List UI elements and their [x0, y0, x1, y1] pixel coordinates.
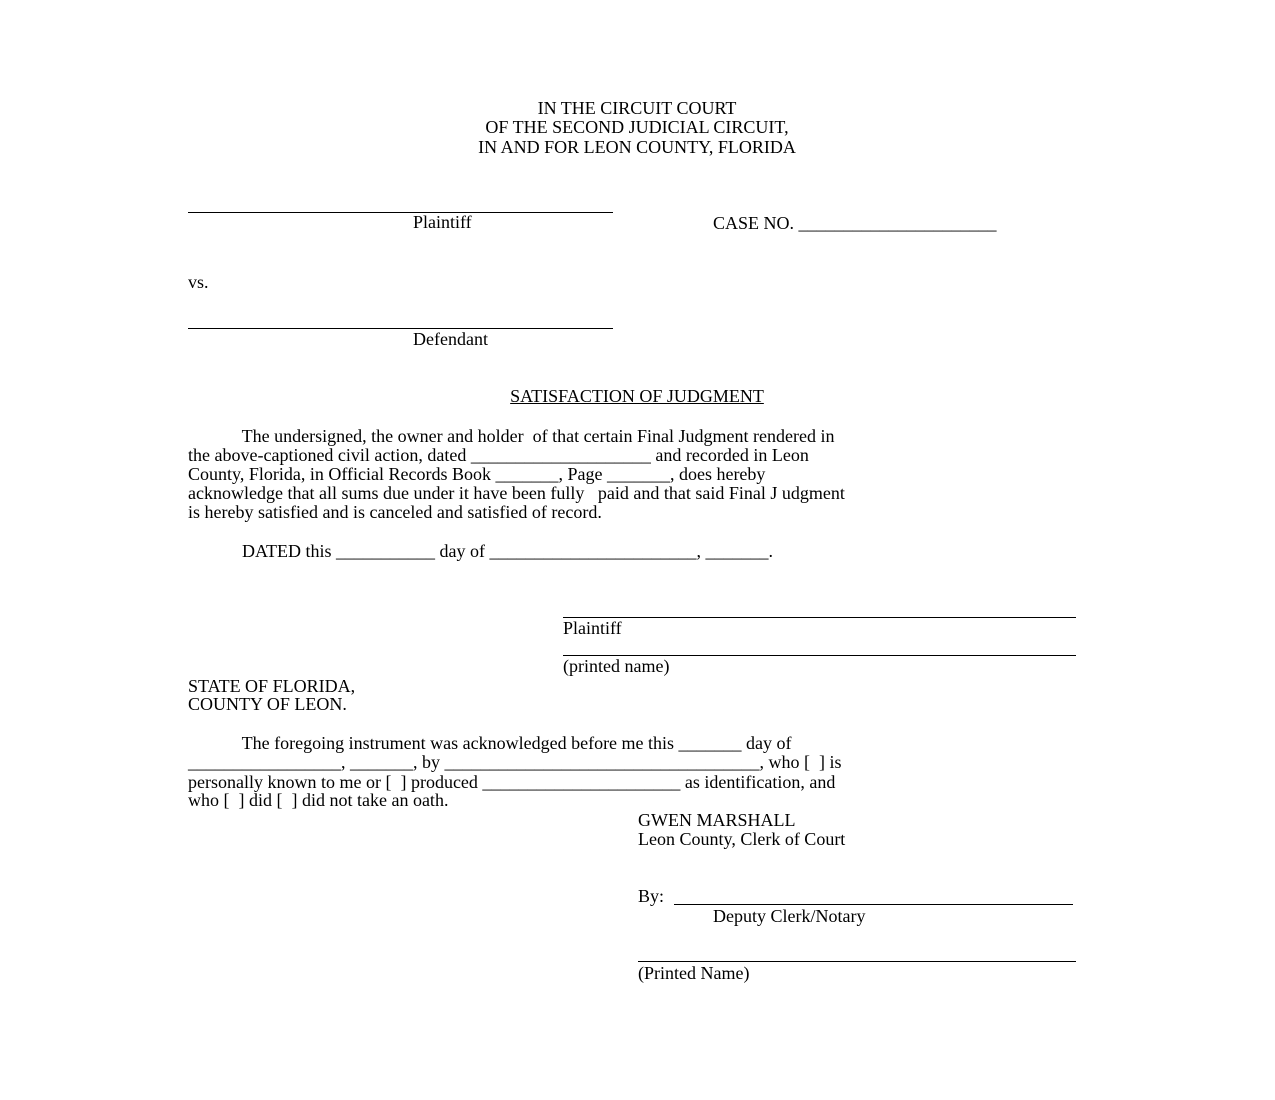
acknowledgment-line-1: The foregoing instrument was acknowledged before me this _______ day of — [188, 733, 792, 753]
defendant-name-line[interactable] — [188, 328, 613, 329]
deputy-printed-name-label: (Printed Name) — [638, 963, 750, 983]
deputy-clerk-label: Deputy Clerk/Notary — [713, 906, 866, 926]
judicial-circuit: OF THE SECOND JUDICIAL CIRCUIT, — [485, 117, 789, 137]
dated-line: DATED this ___________ day of _______________________, _______. — [188, 541, 773, 561]
body-line-4: acknowledge that all sums due under it have been fully paid and that said Final J udgment — [188, 483, 845, 503]
deputy-printed-name-line[interactable] — [638, 961, 1076, 962]
versus-label: vs. — [188, 272, 209, 292]
acknowledgment-line-3: personally known to me or [ ] produced ______________________ as identification, and — [188, 772, 836, 792]
clerk-title: Leon County, Clerk of Court — [638, 829, 846, 849]
court-name: IN THE CIRCUIT COURT — [537, 98, 737, 118]
plaintiff-signature-label: Plaintiff — [563, 618, 622, 638]
body-line-5: is hereby satisfied and is canceled and satisfied of record. — [188, 502, 602, 522]
by-label: By: — [638, 886, 665, 906]
document-title: SATISFACTION OF JUDGMENT — [510, 386, 764, 406]
county-jurisdiction: IN AND FOR LEON COUNTY, FLORIDA — [478, 137, 796, 157]
acknowledgment-line-4: who [ ] did [ ] did not take an oath. — [188, 790, 449, 810]
defendant-caption-label: Defendant — [413, 329, 488, 349]
plaintiff-name-line[interactable] — [188, 212, 613, 213]
plaintiff-caption-label: Plaintiff — [413, 212, 472, 232]
printed-name-label: (printed name) — [563, 656, 670, 676]
plaintiff-signature-line[interactable] — [563, 617, 1076, 618]
body-line-3: County, Florida, in Official Records Book _______, Page _______, does hereby — [188, 464, 766, 484]
body-line-1: The undersigned, the owner and holder of that certain Final Judgment rendered in — [188, 426, 835, 446]
case-number-field[interactable]: CASE NO. ______________________ — [713, 213, 997, 233]
acknowledgment-line-2: _________________, _______, by ___________________________________, who [ ] is — [188, 752, 842, 772]
body-line-2: the above-captioned civil action, dated ____________________ and recorded in Leon — [188, 445, 809, 465]
deputy-signature-line[interactable] — [674, 904, 1073, 905]
state-label: STATE OF FLORIDA, — [188, 676, 356, 696]
county-label: COUNTY OF LEON. — [188, 694, 347, 714]
clerk-name: GWEN MARSHALL — [638, 810, 796, 830]
